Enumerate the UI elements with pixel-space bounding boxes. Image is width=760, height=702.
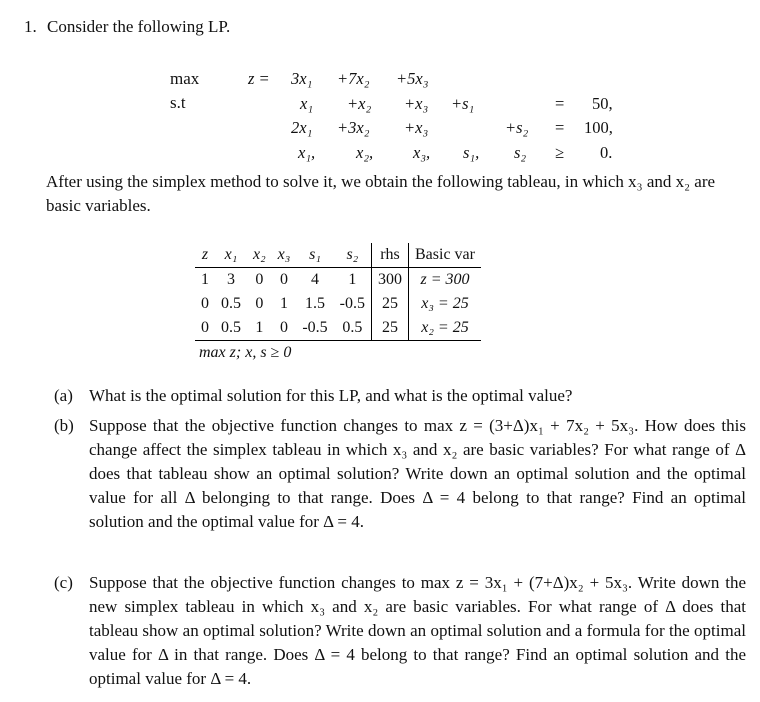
constraint-relation: = [555,94,565,113]
part-c [54,571,746,691]
constraint-term: +s₁ [451,94,475,113]
nonneg-relation: ≥ [555,143,565,162]
table-cell: 1.5 [305,295,325,312]
header-cell: s₁ [296,243,333,268]
part-text: What is the optimal solution for this LP, and what is the optimal value? [89,386,573,405]
table-cell: -0.5 [339,295,365,312]
intro-paragraph: After using the simplex method to solve it, we obtain the following tableau, in which x₃ and x₂ are basic variables. [46,172,716,215]
nonneg-var: x₃, [413,143,431,162]
table-cell: 0 [255,295,264,312]
constraint-term: +3x₂ [337,118,370,137]
constraint-term: +s₂ [505,118,529,137]
question-title: Consider the following LP. [47,17,231,36]
table-cell: 1 [247,316,272,341]
table-cell: z = 300 [420,271,470,288]
objective-term: +5x₃ [396,69,429,88]
objective-z: z = [248,69,270,88]
table-cell: 0 [280,271,288,288]
simplex-tableau [195,243,481,365]
part-label: (a) [54,386,73,405]
nonneg-var: s₂ [514,143,527,162]
constraint-rhs: 50, [592,94,613,113]
constraint-term: +x₃ [404,94,429,113]
nonneg-rhs: 0. [600,143,613,162]
table-cell: -0.5 [296,316,333,341]
table-cell: 0 [272,316,297,341]
table-cell: 4 [311,271,319,288]
table-cell: 1 [348,271,357,288]
tableau-footer: max z; x, s ≥ 0 [199,344,292,361]
header-cell: x₃ [272,243,297,268]
constraint-term: 2x₁ [291,118,313,137]
question-number: 1. [24,17,37,36]
table-cell: 0.5 [221,295,241,312]
table-row [195,292,481,316]
table-cell: 0.5 [334,316,372,341]
header-cell: z [195,243,215,268]
table-cell: 0.5 [215,316,247,341]
table-cell: 1 [201,271,209,288]
nonneg-var: x₁, [298,143,316,162]
constraint-term: x₁ [300,94,314,113]
header-cell: s₂ [334,243,372,268]
table-cell: 0 [201,295,209,312]
table-cell: 25 [372,316,409,341]
table-cell: x₃ = 25 [421,295,469,312]
header-cell: x₂ [247,243,272,268]
part-label: (c) [54,573,73,592]
part-text: Suppose that the objective function changes to max z = (3+Δ)x₁ + 7x₂ + 5x₃. How does this change affect the simplex tableau in which x₃ and x₂ are basic variables? For what range of Δ does that tableau show an optimal solution? Write down an optimal solution and the optimal value for all Δ belonging to that range. Does Δ = 4 belong to that range? Find an optimal solution and the optimal value for Δ = 4. [89,416,746,531]
nonneg-var: x₂, [356,143,374,162]
part-a [54,384,746,408]
table-cell: 1 [280,295,288,312]
header-cell: rhs [372,243,409,268]
part-text: Suppose that the objective function changes to max z = 3x₁ + (7+Δ)x₂ + 5x₃. Write down the new simplex tableau in which x₃ and x₂ are basic variables. For what range of Δ does that tableau show an optimal solution? Write down an optimal solution and a formula for the optimal value for Δ in that range. Does Δ = 4 belong to that range? Find an optimal solution and the optimal value for Δ = 4. [89,573,746,688]
objective-term: +7x₂ [337,69,370,88]
header-cell: x₁ [215,243,247,268]
constraint-relation: = [555,118,565,137]
tableau-footer-row [195,341,481,366]
tableau-header-row [195,243,481,268]
table-cell: 0 [195,316,215,341]
part-label: (b) [54,416,74,435]
table-cell: 25 [372,292,409,316]
header-cell: Basic var [409,243,481,268]
table-cell: x₂ = 25 [409,316,481,341]
table-cell: 300 [372,268,409,293]
nonneg-var: s₁, [463,143,480,162]
part-b [54,414,746,534]
table-row [195,268,481,293]
objective-term: 3x₁ [291,69,313,88]
table-cell: 0 [255,271,264,288]
max-label: max [170,69,200,88]
table-row [195,316,481,341]
constraint-term: +x₃ [404,118,429,137]
table-cell: 3 [227,271,235,288]
constraint-term: +x₂ [347,94,372,113]
st-label: s.t [170,93,186,112]
constraint-rhs: 100, [584,118,613,137]
